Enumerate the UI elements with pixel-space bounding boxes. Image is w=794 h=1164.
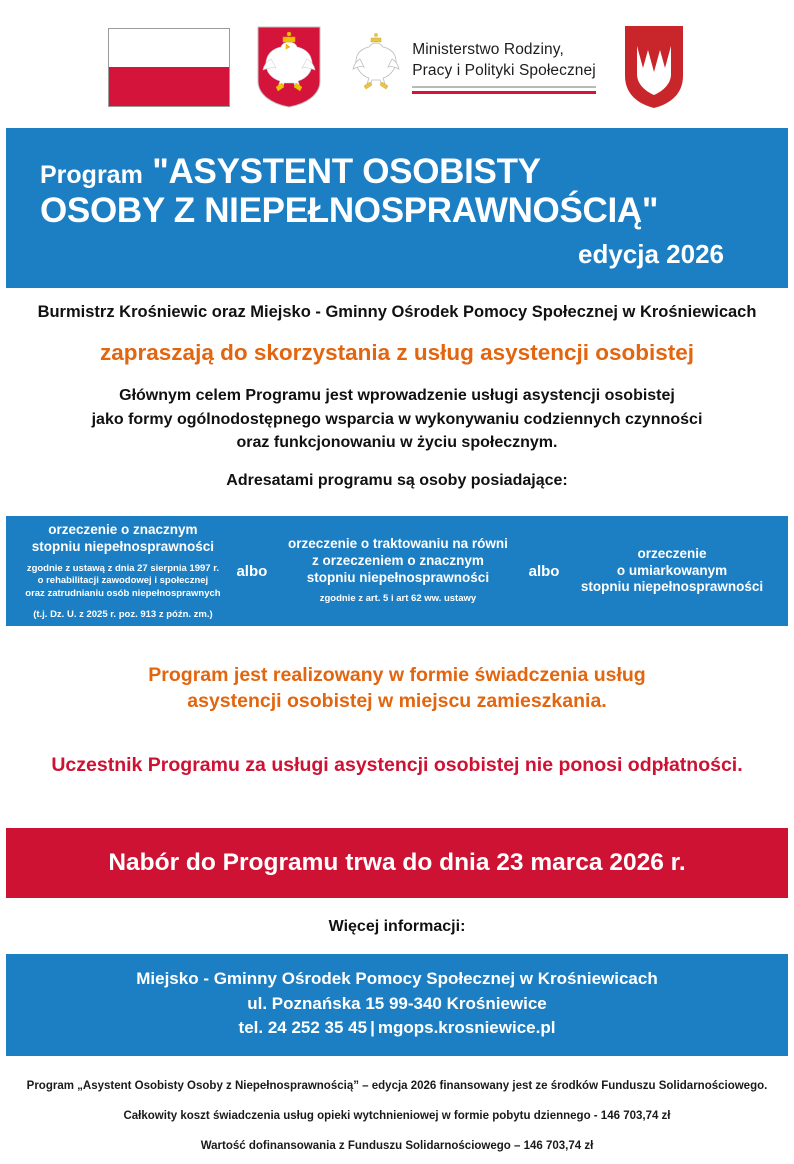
contact-box	[6, 954, 788, 1056]
criteria-2-title-line1: orzeczenie o traktowaniu na równi	[288, 535, 508, 551]
criteria-1-journal-reference: (t.j. Dz. U. z 2025 r. poz. 913 z późn. zm.)	[33, 609, 213, 621]
application-deadline-text: Nabór do Programu trwa do dnia 23 marca 2026 r.	[108, 848, 686, 876]
ministry-name-line2: Pracy i Polityki Społecznej	[412, 61, 596, 79]
program-goal-text	[18, 384, 776, 454]
organizers-heading: Burmistrz Krośniewic oraz Miejsko - Gminny Ośrodek Pomocy Społecznej w Krośniewicach	[37, 303, 757, 321]
criteria-column-1	[16, 522, 230, 620]
invitation-headline: zapraszają do skorzystania z usług asystencji osobistej	[100, 340, 694, 366]
ministry-grey-rule	[412, 86, 596, 88]
criteria-1-sub-line3: oraz zatrudnianiu osób niepełnosprawnych	[25, 588, 221, 600]
criteria-separator-1: albo	[236, 562, 268, 580]
criteria-3-title	[570, 546, 774, 597]
service-form-statement	[18, 662, 776, 715]
contact-phone-and-website	[16, 1016, 778, 1041]
ministry-text-block	[412, 40, 596, 94]
program-title-banner	[6, 128, 788, 288]
program-word-label: Program	[40, 161, 143, 189]
polish-flag-icon	[108, 28, 230, 107]
more-information-label: Więcej informacji:	[6, 898, 788, 954]
criteria-column-3	[566, 546, 778, 597]
contact-phone[interactable]: tel. 24 252 35 45	[238, 1018, 368, 1038]
program-goal-line1: Głównym celem Programu jest wprowadzenie usługi asystencji osobistej	[119, 387, 675, 405]
flag-white-stripe	[109, 29, 229, 68]
program-title-main-part1: "ASYSTENT OSOBISTY	[152, 152, 541, 191]
total-cost-note: Całkowity koszt świadczenia usług opieki wytchnieniowej w formie pobytu dziennego - 146 703,74 zł	[123, 1109, 671, 1122]
criteria-3-title-line1: orzeczenie	[637, 545, 707, 561]
contact-separator: |	[370, 1018, 375, 1038]
criteria-1-title-line2: stopniu niepełnosprawności	[31, 538, 215, 554]
criteria-1-title-line1: orzeczenie o znacznym	[48, 521, 198, 537]
criteria-1-legal-note	[20, 563, 226, 601]
contact-institution-name: Miejsko - Gminny Ośrodek Pomocy Społecznej w Krośniewicach	[136, 968, 658, 988]
program-title-line2: OSOBY Z NIEPEŁNOSPRAWNOŚCIĄ"	[40, 190, 659, 230]
criteria-2-title	[278, 536, 518, 587]
contact-address: ul. Poznańska 15 99-340 Krośniewice	[247, 993, 547, 1013]
criteria-column-2	[274, 536, 522, 606]
funding-source-note: Program „Asystent Osobisty Osoby z Niepełnosprawnością” – edycja 2026 finansowany jest ze środków Funduszu Solidarnościowego.	[26, 1079, 768, 1092]
program-goal-line3: oraz funkcjonowaniu w życiu społecznym.	[236, 433, 558, 451]
logo-strip	[0, 0, 794, 128]
criteria-3-title-line3: stopniu niepełnosprawności	[580, 579, 764, 595]
criteria-3-title-line2: o umiarkowanym	[616, 562, 728, 578]
criteria-1-sub-line2: o rehabilitacji zawodowej i społecznej	[37, 575, 209, 587]
criteria-1-sub-line1: zgodnie z ustawą z dnia 27 sierpnia 1997 r.	[26, 562, 220, 574]
criteria-1-title	[20, 522, 226, 556]
cofinancing-value-note: Wartość dofinansowania z Funduszu Solidarnościowego – 146 703,74 zł	[200, 1140, 594, 1153]
no-fee-statement: Uczestnik Programu za usługi asystencji osobistej nie ponosi odpłatności.	[51, 753, 743, 776]
program-goal-line2: jako formy ogólnodostępnego wsparcia w wykonywaniu codziennych czynności	[91, 410, 703, 428]
eligibility-criteria-box	[6, 516, 788, 626]
polish-coat-of-arms-icon	[256, 25, 322, 109]
service-form-statement-line1: Program jest realizowany w formie świadczenia usług	[148, 664, 646, 686]
program-title-line1	[40, 154, 754, 190]
ministry-name-line1: Ministerstwo Rodziny,	[412, 41, 564, 59]
contact-website[interactable]: mgops.krosniewice.pl	[377, 1018, 556, 1038]
intro-section	[6, 288, 788, 502]
ministry-logo	[348, 29, 596, 105]
program-statements-section	[6, 626, 788, 806]
criteria-2-legal-note: zgodnie z art. 5 i art 62 ww. ustawy	[319, 593, 477, 605]
ministry-red-rule	[412, 91, 596, 94]
criteria-2-title-line2: z orzeczeniem o znacznym	[312, 552, 484, 568]
funding-footer	[0, 1056, 794, 1164]
application-deadline-banner	[6, 828, 788, 898]
program-edition-label: edycja 2026	[577, 238, 724, 269]
ministry-eagle-icon	[348, 29, 404, 105]
criteria-separator-2: albo	[528, 562, 560, 580]
criteria-2-title-line3: stopniu niepełnosprawności	[306, 569, 490, 585]
krosniewice-coat-of-arms-icon	[622, 24, 686, 110]
service-form-statement-line2: asystencji osobistej w miejscu zamieszkania.	[187, 690, 607, 713]
flag-red-stripe	[109, 67, 229, 106]
addressees-heading: Adresatami programu są osoby posiadające:	[226, 472, 568, 489]
